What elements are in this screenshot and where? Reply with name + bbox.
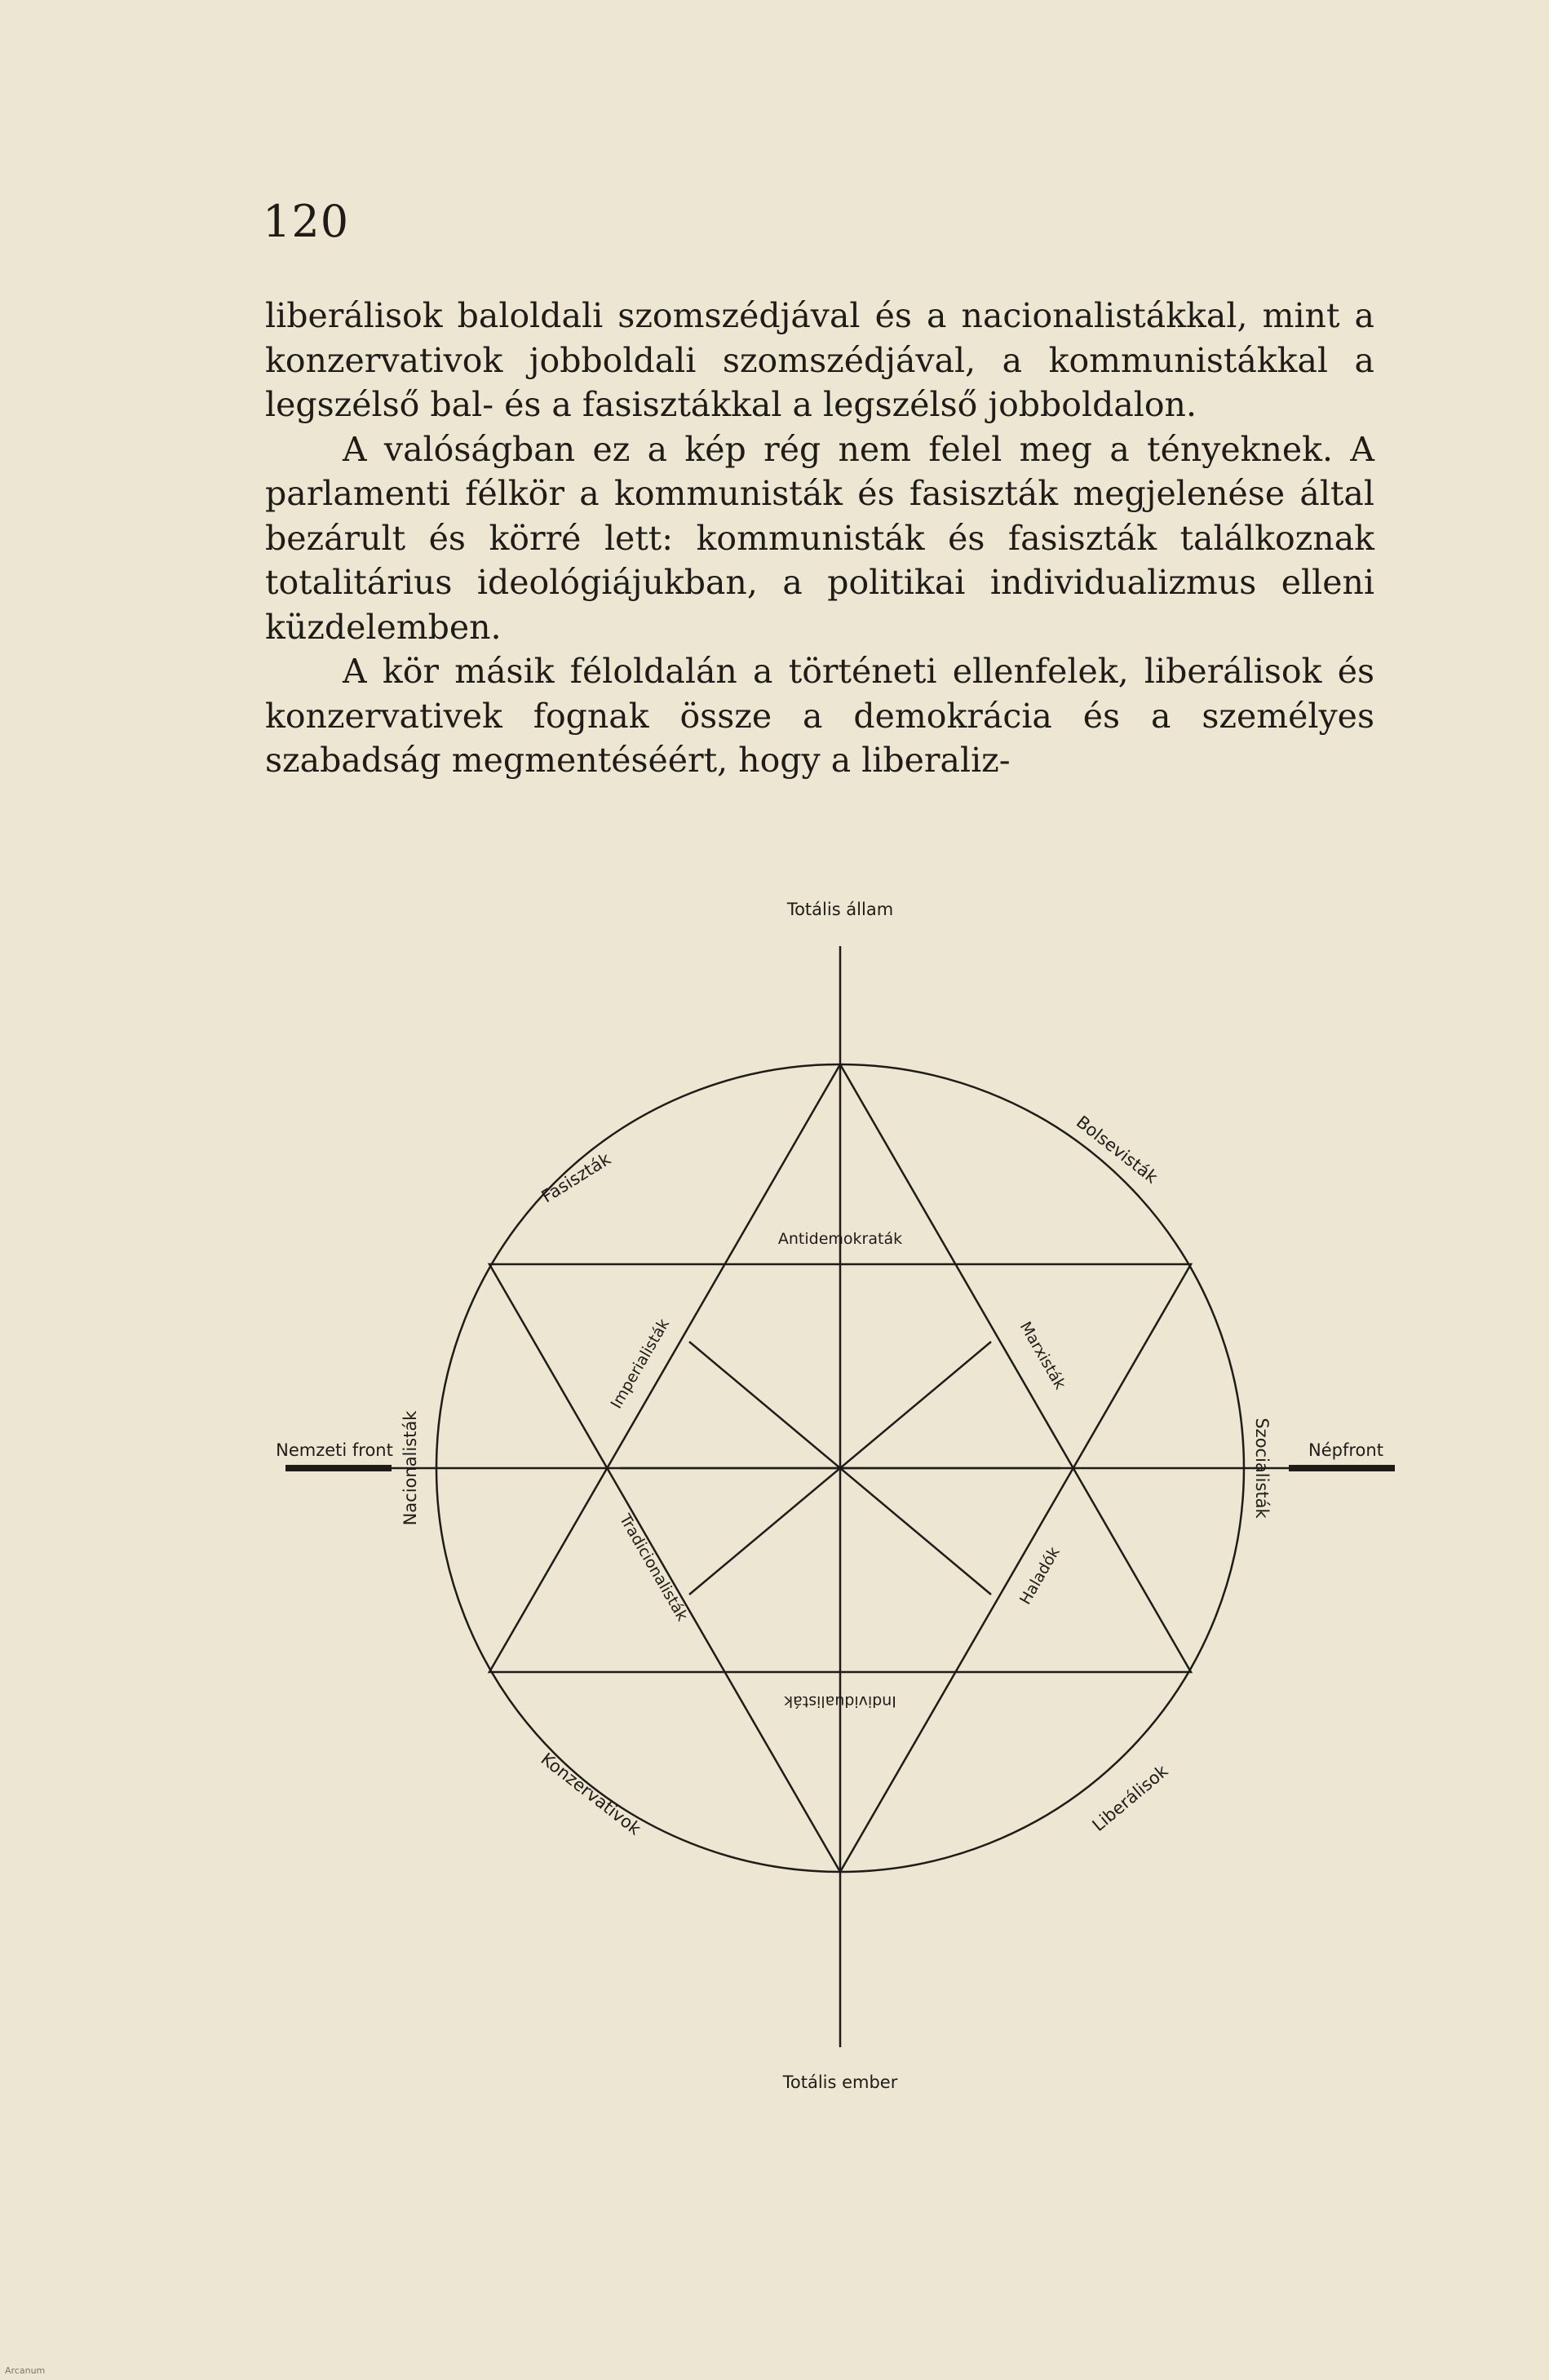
paragraph-3: A kör másik féloldalán a történeti ellenfelek, liberálisok és konzervativek fognak össze a demokrácia és a személyes szabadság megmentéséért, hogy a liberaliz- <box>265 652 1374 780</box>
label-nacionalistak: Nacionalisták <box>401 1410 420 1526</box>
label-haladok: Haladók <box>1016 1543 1064 1608</box>
label-antidemokratak: Antidemokraták <box>777 1230 903 1248</box>
paragraph-2: A valóságban ez a kép rég nem felel meg a tényeknek. A parlamenti félkör a kommunisták és fasiszták megjelenése által bezárult és körré lett: kommunisták és fasiszták találkoznak totalitárius ideológiájukban, a politikai individualizmus elleni küzdelemben. <box>265 429 1374 647</box>
label-szocialistak: Szocialisták <box>1252 1418 1272 1519</box>
political-circle-diagram <box>269 881 1411 2104</box>
label-bolsevistak: Bolsevisták <box>1072 1112 1162 1188</box>
label-konzervativok: Konzervativok <box>537 1749 645 1839</box>
label-bottom-axis: Totális ember <box>782 2073 898 2092</box>
body-text <box>265 294 1374 783</box>
label-top-axis: Totális állam <box>786 900 894 919</box>
label-tradicionalistak: Tradicionalisták <box>615 1511 692 1625</box>
label-left-axis: Nemzeti front <box>276 1440 393 1460</box>
label-imperialistak: Imperialisták <box>607 1316 674 1412</box>
label-individualistak: Individualisták <box>784 1692 896 1710</box>
label-marxistak: Marxisták <box>1016 1318 1069 1393</box>
label-fasisztak: Fasiszták <box>538 1148 614 1207</box>
label-liberalisok: Liberálisok <box>1088 1761 1172 1836</box>
paragraph-1: liberálisok baloldali szomszédjával és a nacionalistákkal, mint a konzervativok jobboldali szomszédjával, a kommunistákkal a legszélső bal- és a fasisztákkal a legszélső jobboldalon. <box>265 296 1374 424</box>
label-right-axis: Népfront <box>1308 1440 1383 1460</box>
footer-watermark: Arcanum <box>5 2365 46 2376</box>
page-number: 120 <box>263 196 350 247</box>
